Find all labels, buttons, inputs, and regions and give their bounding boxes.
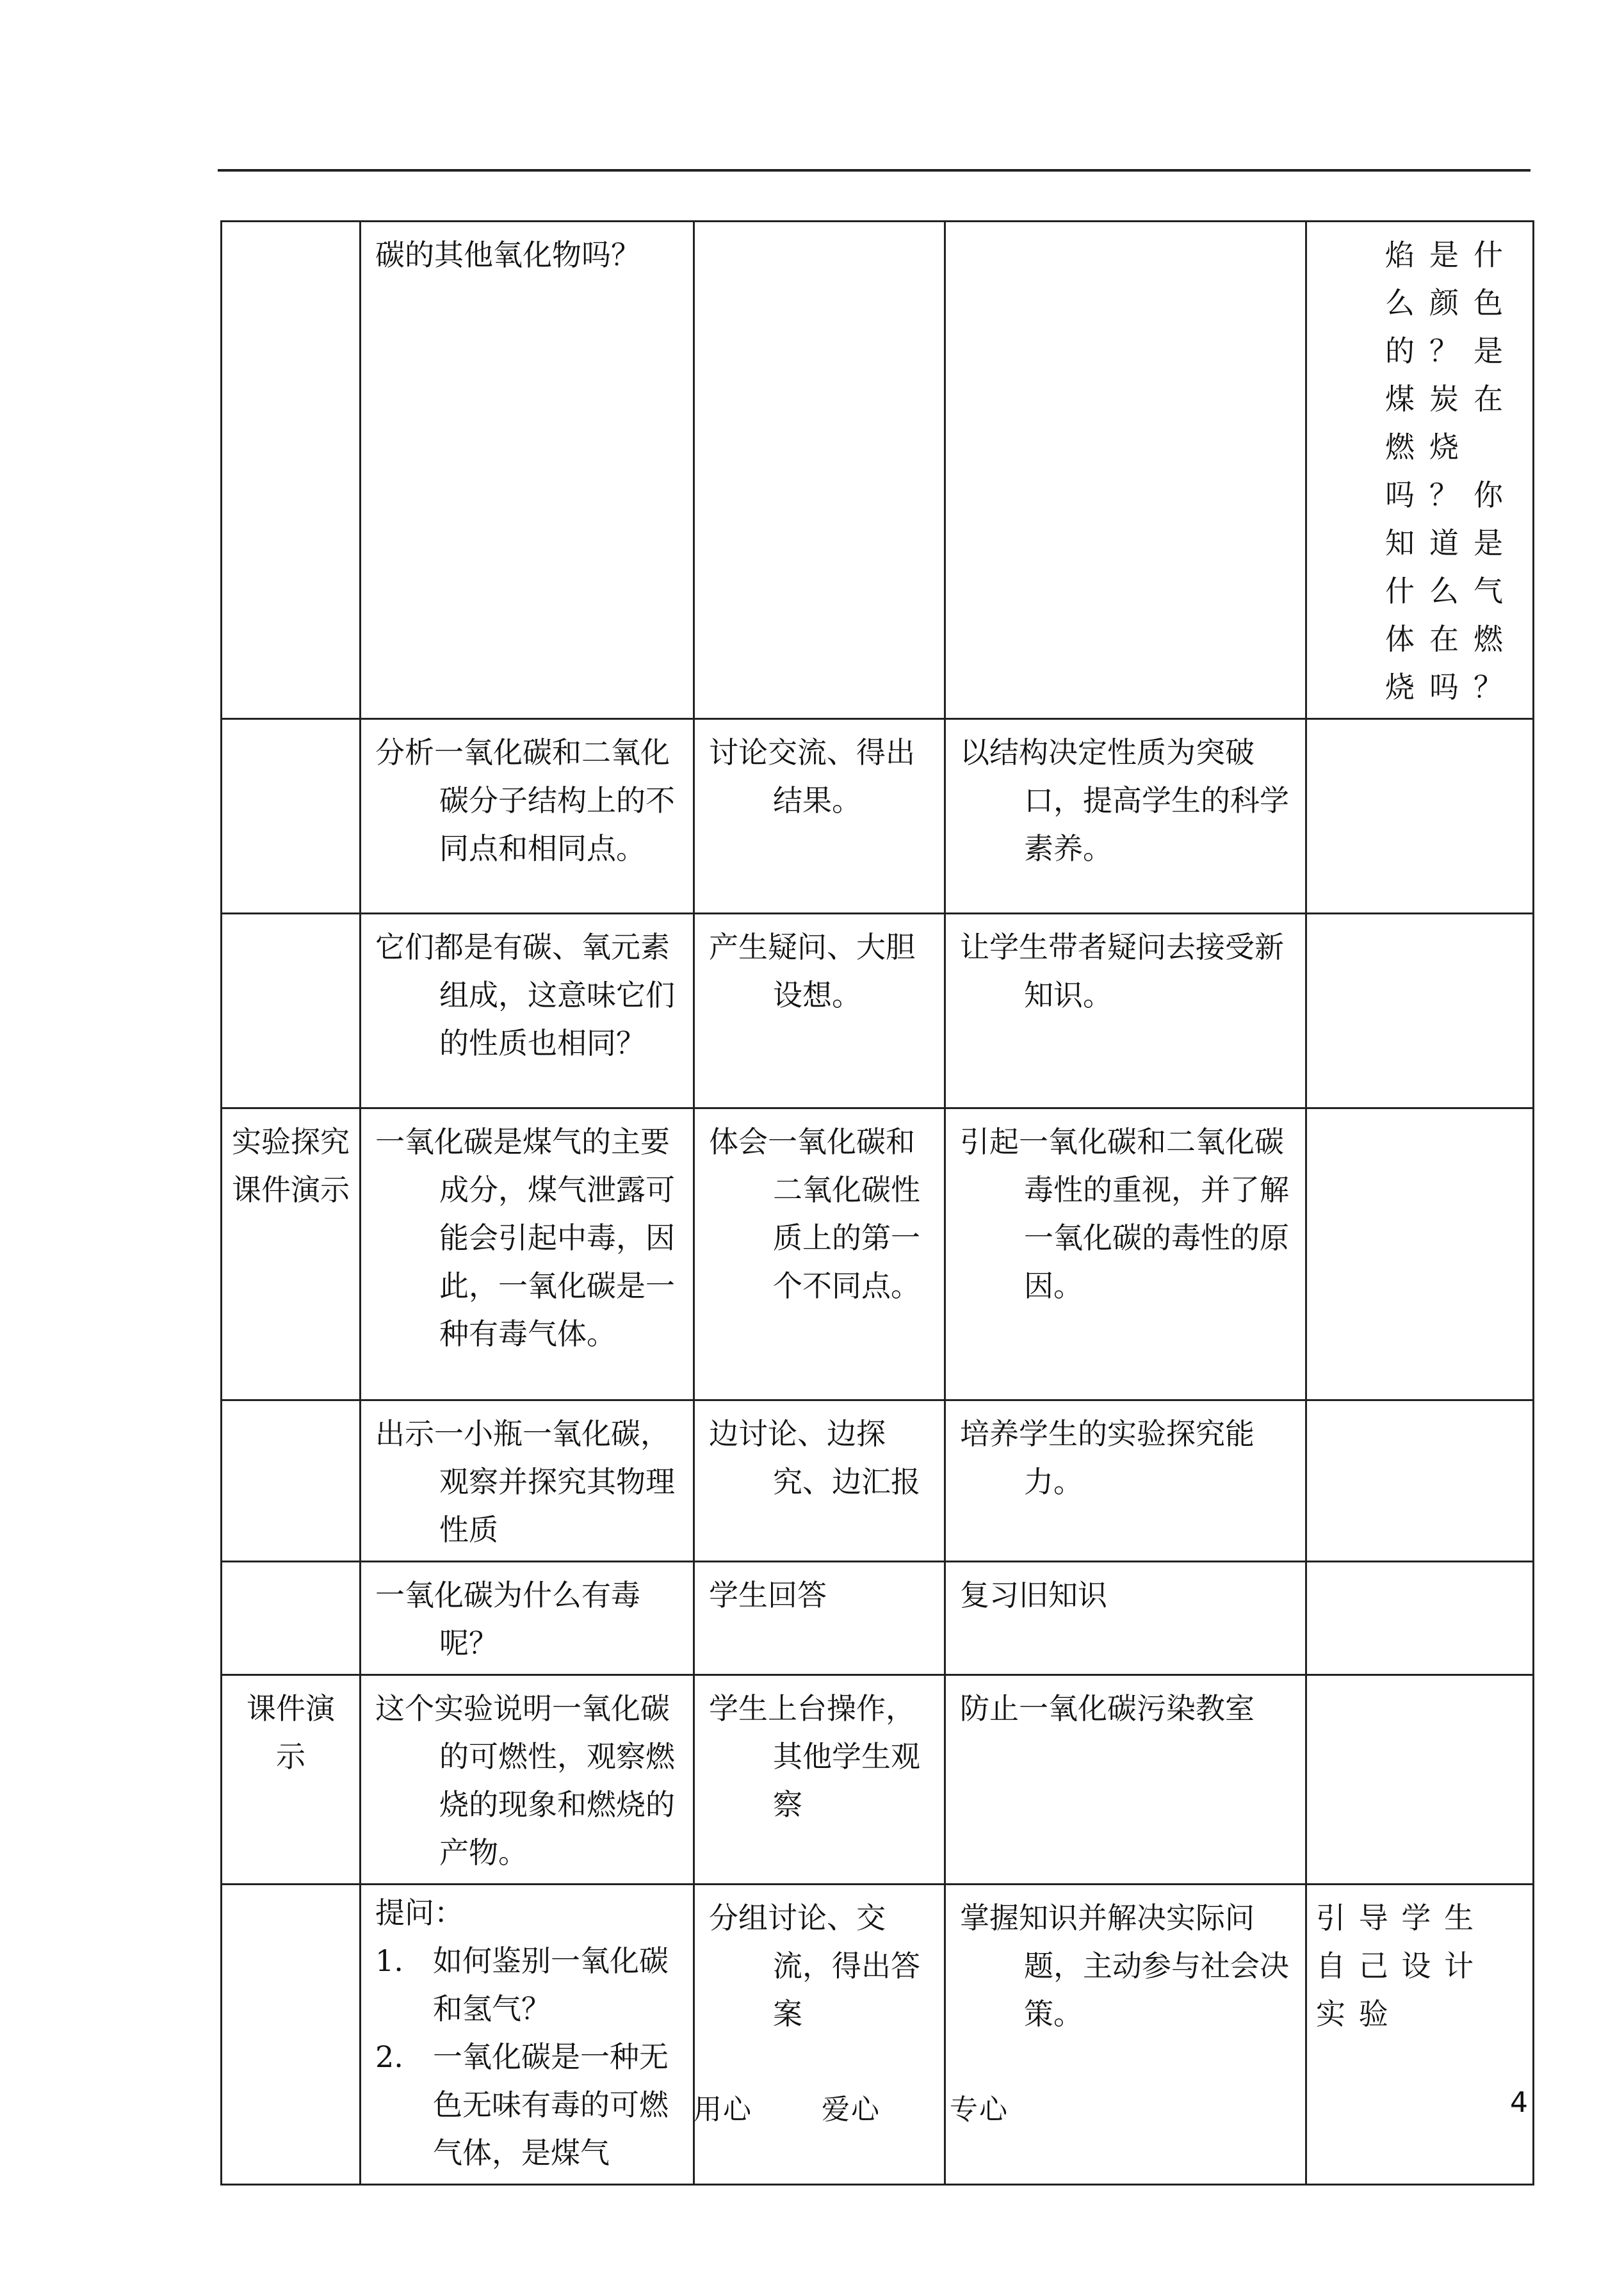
teacher-activity-cell: 一氧化碳为什么有毒呢？ — [361, 1562, 694, 1675]
stage-cell — [222, 719, 361, 914]
note-cell — [1306, 1562, 1534, 1675]
stage-cell — [222, 222, 361, 719]
student-activity-cell: 边讨论、边探究、边汇报 — [694, 1400, 945, 1562]
note-cell — [1306, 1108, 1534, 1400]
table-row — [222, 1675, 1534, 1885]
question-number: 1. — [375, 1943, 403, 1978]
header-rule — [218, 169, 1531, 172]
teacher-activity-cell: 出示一小瓶一氧化碳，观察并探究其物理性质 — [361, 1400, 694, 1562]
teacher-activity-cell: 碳的其他氧化物吗？ — [361, 222, 694, 719]
student-activity-cell: 体会一氧化碳和二氧化碳性质上的第一个不同点。 — [694, 1108, 945, 1400]
note-cell — [1306, 1400, 1534, 1562]
design-intent-cell: 引起一氧化碳和二氧化碳毒性的重视，并了解一氧化碳的毒性的原因。 — [945, 1108, 1306, 1400]
stage-cell: 实验探究课件演示 — [222, 1108, 361, 1400]
question-item — [375, 1937, 679, 2033]
table-row — [222, 222, 1534, 719]
table-row — [222, 1400, 1534, 1562]
question-text: 如何鉴别一氧化碳和氢气？ — [433, 1943, 669, 2026]
note-cell: 引导学生自己设计实验 — [1306, 1885, 1534, 2185]
question-number: 2. — [375, 2040, 403, 2074]
motto-word: 专心 — [950, 2093, 1009, 2126]
student-activity-cell — [694, 222, 945, 719]
stage-cell — [222, 1562, 361, 1675]
stage-cell — [222, 1885, 361, 2185]
page-number: 4 — [1510, 2086, 1528, 2119]
teacher-activity-cell: 一氧化碳是煤气的主要成分，煤气泄露可能会引起中毒，因此，一氧化碳是一种有毒气体。 — [361, 1108, 694, 1400]
note-cell: 焰是什么颜色的？是煤炭在燃烧吗？你知道是什么气体在燃烧吗？ — [1306, 222, 1534, 719]
student-activity-cell: 产生疑问、大胆设想。 — [694, 914, 945, 1108]
question-heading: 提问： — [375, 1895, 464, 1930]
teacher-activity-cell — [361, 1885, 694, 2185]
design-intent-cell — [945, 222, 1306, 719]
design-intent-cell: 培养学生的实验探究能力。 — [945, 1400, 1306, 1562]
motto-word: 爱心 — [822, 2093, 881, 2126]
design-intent-cell: 以结构决定性质为突破口，提高学生的科学素养。 — [945, 719, 1306, 914]
table-row — [222, 1885, 1534, 2185]
page-footer — [0, 2086, 1624, 2125]
student-activity-cell: 学生回答 — [694, 1562, 945, 1675]
stage-cell — [222, 914, 361, 1108]
note-cell — [1306, 1675, 1534, 1885]
question-text: 一氧化碳是一种无色无味有毒的可燃气体，是煤气 — [433, 2040, 669, 2170]
teacher-activity-cell: 分析一氧化碳和二氧化碳分子结构上的不同点和相同点。 — [361, 719, 694, 914]
note-cell — [1306, 719, 1534, 914]
stage-cell — [222, 1400, 361, 1562]
teacher-activity-cell: 它们都是有碳、氧元素组成，这意味它们的性质也相同？ — [361, 914, 694, 1108]
table-row — [222, 1108, 1534, 1400]
motto-word: 用心 — [694, 2093, 752, 2126]
student-activity-cell: 分组讨论、交流，得出答案 — [694, 1885, 945, 2185]
design-intent-cell: 掌握知识并解决实际问题，主动参与社会决策。 — [945, 1885, 1306, 2185]
table-row — [222, 1562, 1534, 1675]
teacher-activity-cell: 这个实验说明一氧化碳的可燃性，观察燃烧的现象和燃烧的产物。 — [361, 1675, 694, 1885]
student-activity-cell: 学生上台操作，其他学生观察 — [694, 1675, 945, 1885]
table-row — [222, 719, 1534, 914]
footer-motto — [694, 2086, 1009, 2127]
design-intent-cell: 复习旧知识 — [945, 1562, 1306, 1675]
student-activity-cell: 讨论交流、得出结果。 — [694, 719, 945, 914]
table-row — [222, 914, 1534, 1108]
lesson-plan-table — [220, 220, 1534, 2186]
note-cell — [1306, 914, 1534, 1108]
design-intent-cell: 防止一氧化碳污染教室 — [945, 1675, 1306, 1885]
stage-cell: 课件演示 — [222, 1675, 361, 1885]
design-intent-cell: 让学生带者疑问去接受新知识。 — [945, 914, 1306, 1108]
